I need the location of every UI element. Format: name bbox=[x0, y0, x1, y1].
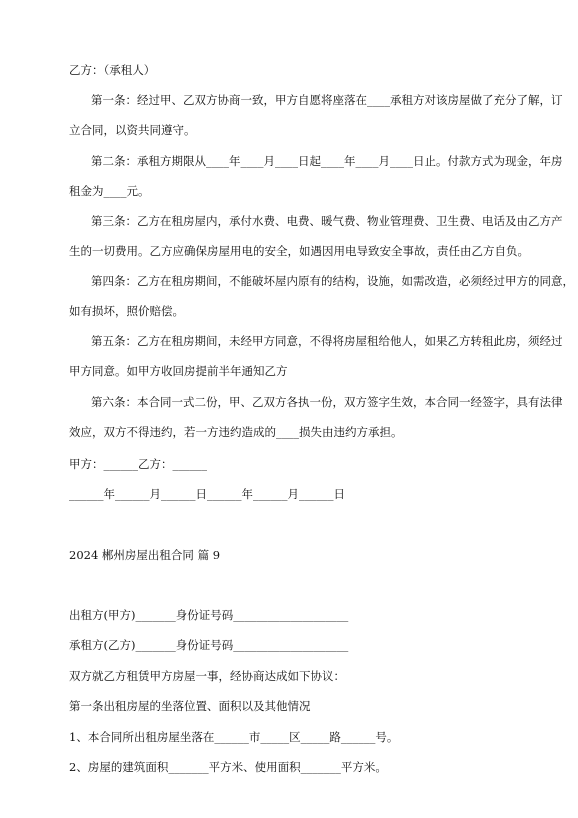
clause-6-line-2: 效应，双方不得违约，若一方违约造成的____损失由违约方承担。 bbox=[69, 425, 403, 439]
clause-5-line-1: 第五条：乙方在租房期间，未经甲方同意，不得将房屋租给他人，如果乙方转租此房，须经过 bbox=[91, 334, 563, 348]
clause-6-line-1: 第六条：本合同一式二份，甲、乙双方各执一份，双方签字生效，本合同一经签字，具有法律 bbox=[91, 395, 563, 409]
clause-4-line-2: 如有损坏，照价赔偿。 bbox=[69, 304, 184, 318]
clause-3-line-2: 生的一切费用。乙方应确保房屋用电的安全，如遇因用电导致安全事故，责任由乙方自负。 bbox=[69, 244, 529, 258]
article-1-title: 第一条出租房屋的坐落位置、面积以及其他情况 bbox=[69, 699, 311, 713]
clause-4-line-1: 第四条：乙方在租房期间，不能破坏屋内原有的结构，设施，如需改造，必须经过甲方的同意， bbox=[91, 274, 574, 288]
lessor-field: 出租方(甲方)_______身份证号码____________________ bbox=[69, 608, 349, 622]
item-2: 2、房屋的建筑面积_______平方米、使用面积_______平方米。 bbox=[69, 760, 387, 774]
signature-line: 甲方：______乙方：______ bbox=[69, 457, 207, 471]
party-b-label: 乙方：（承租人） bbox=[69, 63, 156, 77]
clause-3-line-1: 第三条：乙方在租房屋内，承付水费、电费、暖气费、物业管理费、卫生费、电话及由乙方产 bbox=[91, 214, 563, 228]
agreement-intro: 双方就乙方租赁甲方房屋一事，经协商达成如下协议： bbox=[69, 669, 345, 683]
date-line: ______年______月______日______年______月______日 bbox=[69, 487, 345, 501]
clause-2-line-2: 租金为____元。 bbox=[69, 184, 150, 198]
section-heading: 2024 郴州房屋出租合同 篇 9 bbox=[69, 548, 221, 562]
clause-2-line-1: 第二条：承租方期限从____年____月____日起____年____月____日止。付款方式为现金，年房 bbox=[91, 154, 563, 168]
clause-1-line-2: 立合同，以资共同遵守。 bbox=[69, 123, 196, 137]
clause-1-line-1: 第一条：经过甲、乙双方协商一致，甲方自愿将座落在____承租方对该房屋做了充分了解，订 bbox=[91, 93, 563, 107]
lessee-field: 承租方(乙方)_______身份证号码____________________ bbox=[69, 638, 349, 652]
item-1: 1、本合同所出租房屋坐落在______市_____区_____路______号。 bbox=[69, 730, 399, 744]
clause-5-line-2: 甲方同意。如甲方收回房提前半年通知乙方 bbox=[69, 364, 288, 378]
